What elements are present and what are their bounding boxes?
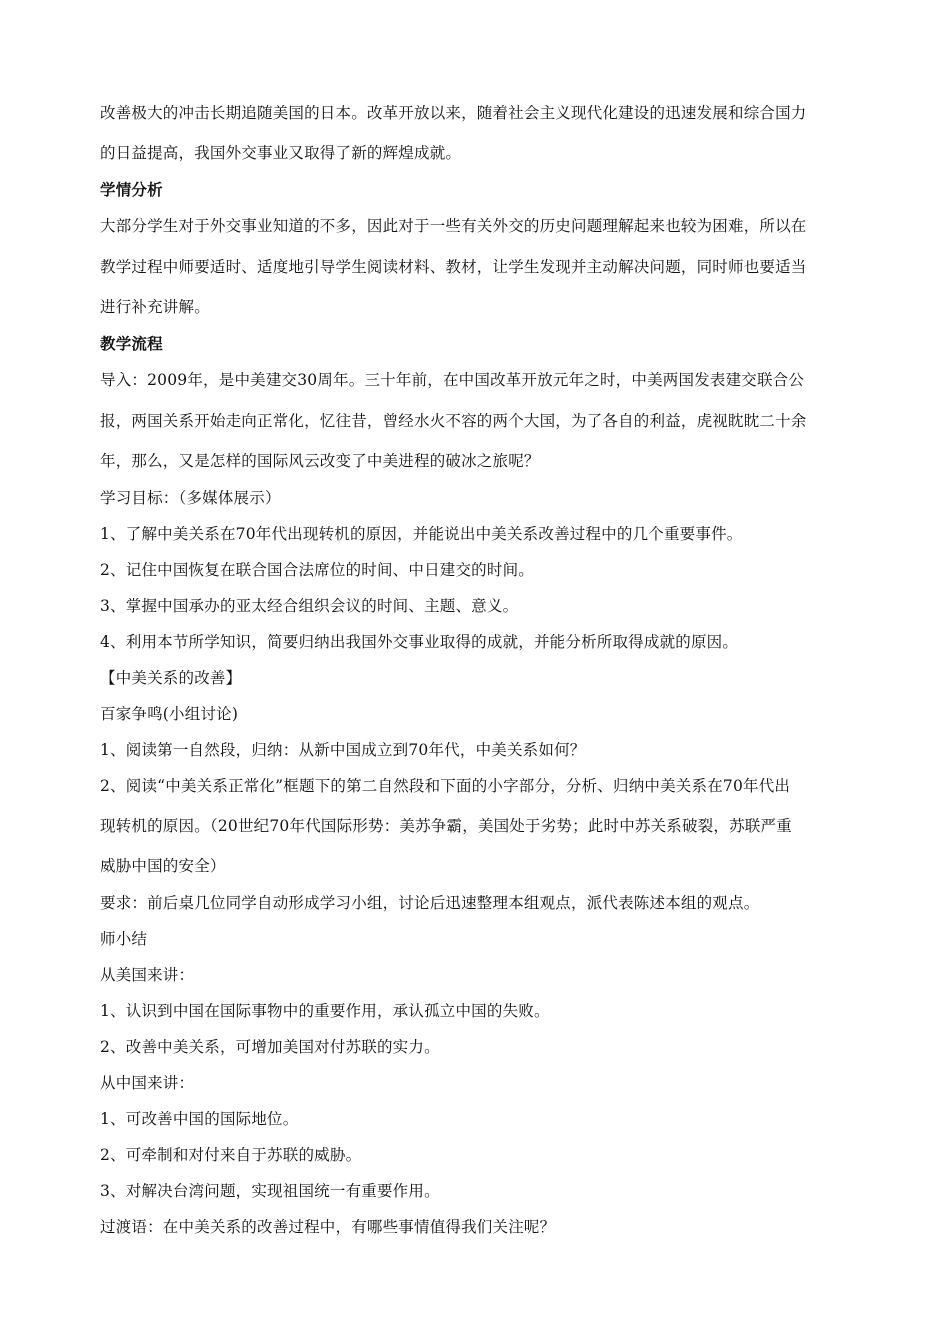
paragraph-line: 从中国来讲： <box>100 1074 195 1092</box>
paragraph-line: 过渡语：在中美关系的改善过程中，有哪些事情值得我们关注呢？ <box>100 1218 556 1236</box>
paragraph-line: 报，两国关系开始走向正常化，忆往昔，曾经水火不容的两个大国，为了各自的利益，虎视眈眈二十余 <box>100 412 807 430</box>
paragraph-line: 改善极大的冲击长期追随美国的日本。改革开放以来，随着社会主义现代化建设的迅速发展和综合国力 <box>100 104 807 122</box>
list-item: 3、掌握中国承办的亚太经合组织会议的时间、主题、意义。 <box>100 597 519 615</box>
paragraph-line: 教学过程中师要适时、适度地引导学生阅读材料、教材，让学生发现并主动解决问题，同时师也要适当 <box>100 258 807 276</box>
paragraph-line: 导入：2009年，是中美建交30周年。三十年前，在中国改革开放元年之时，中美两国发表建交联合公 <box>100 371 805 389</box>
paragraph-line: 年，那么，又是怎样的国际风云改变了中美进程的破冰之旅呢？ <box>100 452 540 470</box>
list-item: 3、对解决台湾问题，实现祖国统一有重要作用。 <box>100 1182 440 1200</box>
paragraph-line: 要求：前后桌几位同学自动形成学习小组，讨论后迅速整理本组观点，派代表陈述本组的观点。 <box>100 894 760 912</box>
list-item: 2、记住中国恢复在联合国合法席位的时间、中日建交的时间。 <box>100 561 534 579</box>
paragraph-line: 的日益提高，我国外交事业又取得了新的辉煌成就。 <box>100 144 462 162</box>
list-item: 1、认识到中国在国际事物中的重要作用，承认孤立中国的失败。 <box>100 1002 550 1020</box>
paragraph-line: 学习目标：（多媒体展示） <box>100 489 281 507</box>
list-item: 1、可改善中国的国际地位。 <box>100 1110 299 1128</box>
paragraph-line: 现转机的原因。（20世纪70年代国际形势：美苏争霸，美国处于劣势；此时中苏关系破裂，苏联严重 <box>100 817 792 835</box>
paragraph-line: 师小结 <box>100 930 148 948</box>
section-heading-teaching-process: 教学流程 <box>100 335 163 353</box>
paragraph-line: 大部分学生对于外交事业知道的不多，因此对于一些有关外交的历史问题理解起来也较为困难，所以在 <box>100 217 807 235</box>
list-item: 1、阅读第一自然段，归纳：从新中国成立到70年代，中美关系如何？ <box>100 741 586 759</box>
section-heading-student-analysis: 学情分析 <box>100 181 163 199</box>
paragraph-line: 百家争鸣(小组讨论) <box>100 705 239 723</box>
subsection-title: 【中美关系的改善】 <box>100 669 242 687</box>
paragraph-line: 进行补充讲解。 <box>100 298 210 316</box>
list-item: 1、了解中美关系在70年代出现转机的原因，并能说出中美关系改善过程中的几个重要事件。 <box>100 525 743 543</box>
list-item: 2、阅读“中美关系正常化”框题下的第二自然段和下面的小字部分，分析、归纳中美关系在70年代出 <box>100 777 791 795</box>
list-item: 4、利用本节所学知识，简要归纳出我国外交事业取得的成就，并能分析所取得成就的原因。 <box>100 633 739 651</box>
paragraph-line: 从美国来讲： <box>100 966 195 984</box>
list-item: 2、可牵制和对付来自于苏联的威胁。 <box>100 1146 362 1164</box>
list-item: 2、改善中美关系，可增加美国对付苏联的实力。 <box>100 1038 440 1056</box>
paragraph-line: 威胁中国的安全） <box>100 857 226 875</box>
